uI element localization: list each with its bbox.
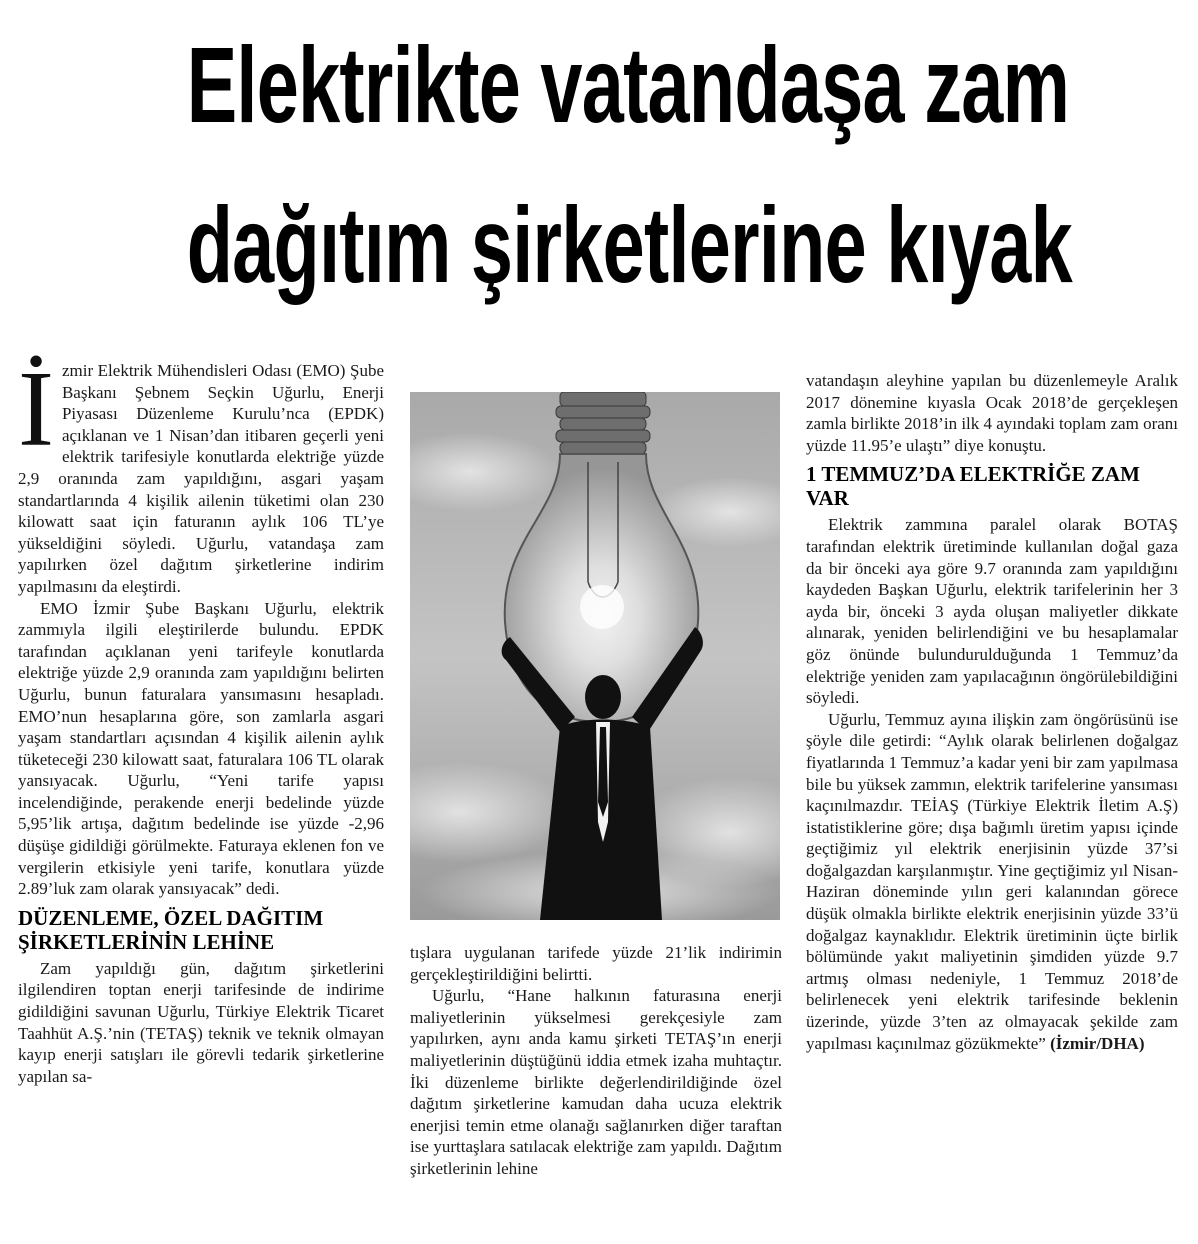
paragraph: Zam yapıldığı gün, dağıtım şirketlerini ilgilendiren toptan enerji tarifesinde de indirime gidildiğini savunan Uğurlu, Türkiye Elektrik Ticaret Taahhüt A.Ş.’nin (TETAŞ) teknik ve teknik olmayan kayıp enerji satışları ile görevli tedarik şirketlerine yapılan sa- — [18, 958, 384, 1086]
paragraph: zmir Elektrik Mühendisleri Odası (EMO) Şube Başkanı Şebnem Seçkin Uğurlu, Enerji Piyasası Düzenleme Kurulu’nca (EPDK) açıklanan ve 1 Nisan’dan itibaren geçerli yeni elektrik tarifesiyle konutlarda elektriğe yüzde 2,9 oranında zam yapıldığını, asgari yaşam standartlarında 4 kişilik ailenin tüketimi olan 230 kilowatt saat için faturanın aylık 106 TL’ye yükseldiğini söyledi. Uğurlu, vatandaşa zam yapılırken özel dağıtım şirketlerine indirim yapılmasını da eleştirdi. — [18, 361, 384, 596]
headline-line-2: dağıtım şirketlerine kıyak — [186, 184, 1072, 305]
byline: (İzmir/DHA) — [1050, 1033, 1145, 1053]
paragraph: tışlara uygulanan tarifede yüzde 21’lik indirimin gerçekleştirildiğini belirtti. — [410, 943, 782, 984]
article-column-1 — [18, 350, 384, 1087]
article-column-3 — [806, 370, 1178, 1054]
paragraph — [806, 709, 1178, 1055]
paragraph-text: Uğurlu, Temmuz ayına ilişkin zam öngörüsünü ise şöyle dile getirdi: “Aylık olarak belirlenen doğalgaz fiyatlarında 1 Temmuz’a kadar yeni bir zam yapılmasa bile bu yüksek zammın, elektrik tarifelerine yansıması kaçınılmazdır. TEİAŞ (Türkiye Elektrik İletim A.Ş) istatistiklerine göre; dışa bağımlı üretim yapısı içinde geçtiğimiz yıl elektrik enerjisinin yüzde 37’si doğalgazdan karşılanmıştır. Yine geçtiğimiz yıl Nisan-Haziran döneminde yılın geri kalanından görece düşük olmakla birlikte elektrik enerjisinin yüzde 33’ü doğalgaz kaynaklıdır. Elektrik üretiminin üçte birlik bölümünde yakıt maliyetinin şimdiden yüzde 9.7 artmış olması nedeniyle, 1 Temmuz 2018’de belirlenecek yeni elektrik tarifesinde beklenin üzerinde, yüzde 3’ten az olmayacak şekilde zam yapılması kaçınılmaz gözükmekte” — [806, 709, 1178, 1053]
subheading: 1 TEMMUZ’DA ELEKTRİĞE ZAM VAR — [806, 462, 1140, 511]
headline-line-1: Elektrikte vatandaşa zam — [186, 24, 1070, 145]
paragraph: Elektrik zammına paralel olarak BOTAŞ tarafından elektrik üretiminde kullanılan doğal gaza da bir önceki aya göre 9.7 oranında zam yapıldığını kaydeden Başkan Uğurlu, elektrik tarifelerinin her 3 ayda bir, önceki 3 ayda oluşan maliyetler dikkate alınarak, yeniden belirlendiğini ve bu hesaplamalar göz önünde bulundurulduğunda 1 Temmuz’da elektriğe yeniden zam yapılacağının öngörülebildiğini söyledi. — [806, 515, 1178, 708]
drop-cap: İ — [18, 350, 54, 469]
paragraph: Uğurlu, “Hane halkının faturasına enerji maliyetlerinin yükselmesi gerekçesiyle zam yapılırken, aynı anda kamu şirketi TETAŞ’ın enerji maliyetlerinin düştüğünü iddia etmek izaha muhtaçtır. İki düzenleme birlikte değerlendirildiğinde özel dağıtım şirketlerine kamudan daha ucuza elektrik enerjisi temin etme olanağı sağlanırken diğer taraftan ise yurttaşlara satılacak elektriğe zam yapıldı. Dağıtım şirketlerinin lehine — [410, 986, 782, 1178]
light-bulb-man-photo — [410, 392, 780, 920]
paragraph: EMO İzmir Şube Başkanı Uğurlu, elektrik zammıyla ilgili eleştirilerde bulundu. EPDK tarafından açıklanan yeni tarifeyle konutlarda elektriğe yüzde 2,9 oranında zam yapıldığını belirten Uğurlu, bunun faturalara yansımasını hesapladı. EMO’nun hesaplarına göre, son zamlarla asgari yaşam standartları açısından 4 kişilik ailenin aylık tüketeceği 230 kilowatt saat, faturalara 106 TL olarak yansıyacak. Uğurlu, “Yeni tarife yapısı incelendiğinde, perakende enerji bedelinde yüzde 5,95’lik artışa, dağıtım bedelinde ise yüzde -2,96 düşüşe gidildiği görülmekte. Faturaya eklenen fon ve vergilerin etkisiyle yeni tarife, konutlara yüzde 2.89’luk zam olarak yansıyacak” dedi. — [18, 598, 384, 899]
paragraph: vatandaşın aleyhine yapılan bu düzenlemeyle Aralık 2017 dönemine kıyasla Ocak 2018’de gerçekleşen zamla birlikte 2018’in ilk 4 ayındaki toplam zam oranı yüzde 11.95’e ulaştı” diye konuştu. — [806, 371, 1179, 455]
subheading: DÜZENLEME, ÖZEL DAĞITIM ŞİRKETLERİNİN LEHİNE — [18, 905, 324, 954]
article-column-2 — [410, 942, 782, 1180]
